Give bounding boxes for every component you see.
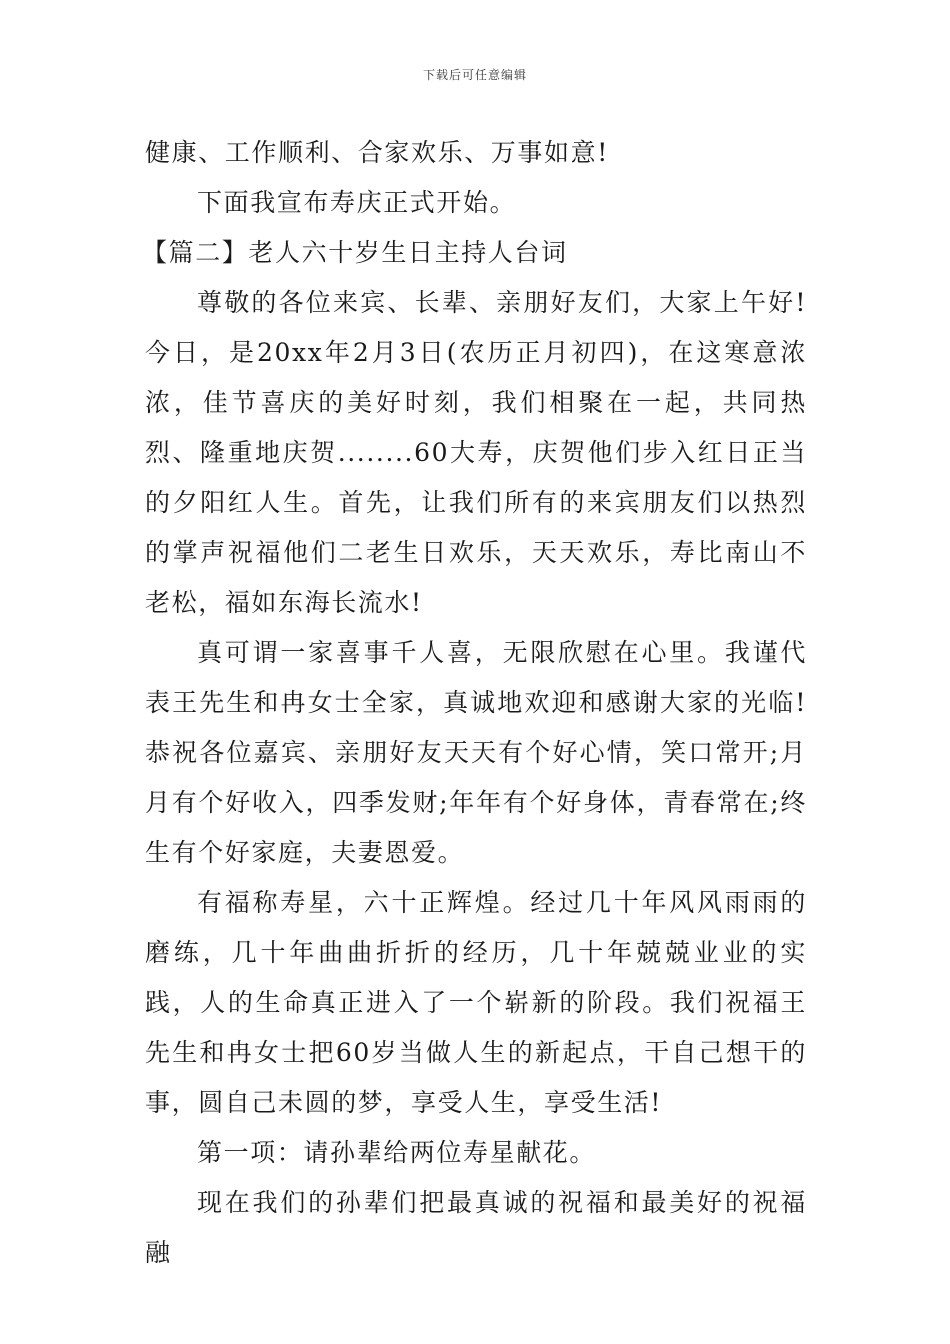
paragraph-family-thanks: 真可谓一家喜事千人喜，无限欣慰在心里。我谨代表王先生和冉女士全家，真诚地欢迎和感谢大家的光临!恭祝各位嘉宾、亲朋好友天天有个好心情，笑口常开;月月有个好收入，四季发财;年年有个好身体，青春常在;终生有个好家庭，夫妻恩爱。 — [145, 638, 807, 867]
paragraph-start-announcement: 下面我宣布寿庆正式开始。 — [197, 188, 517, 217]
paragraph-grandchildren: 现在我们的孙辈们把最真诚的祝福和最美好的祝福融 — [145, 1188, 807, 1267]
paragraph-welcome: 尊敬的各位来宾、长辈、亲朋好友们，大家上午好!今日，是20xx年2月3日(农历正月初四)，在这寒意浓浓，佳节喜庆的美好时刻，我们相聚在一起，共同热烈、隆重地庆贺........60大寿，庆贺他们步入红日正当的夕阳红人生。首先，让我们所有的来宾朋友们以热烈的掌声祝福他们二老生日欢乐，天天欢乐，寿比南山不老松，福如东海长流水! — [145, 288, 807, 617]
paragraph-blessing: 有福称寿星，六十正辉煌。经过几十年风风雨雨的磨练，几十年曲曲折折的经历，几十年兢兢业业的实践，人的生命真正进入了一个崭新的阶段。我们祝福王先生和冉女士把60岁当做人生的新起点，干自己想干的事，圆自己未圆的梦，享受人生，享受生活! — [145, 888, 807, 1117]
document-body — [142, 128, 807, 1278]
section-heading: 【篇二】老人六十岁生日主持人台词 — [142, 238, 568, 267]
paragraph-continuation: 健康、工作顺利、合家欢乐、万事如意! — [145, 138, 609, 167]
paragraph-item-one: 第一项：请孙辈给两位寿星献花。 — [197, 1138, 597, 1167]
page-header-note: 下载后可任意编辑 — [422, 68, 527, 82]
